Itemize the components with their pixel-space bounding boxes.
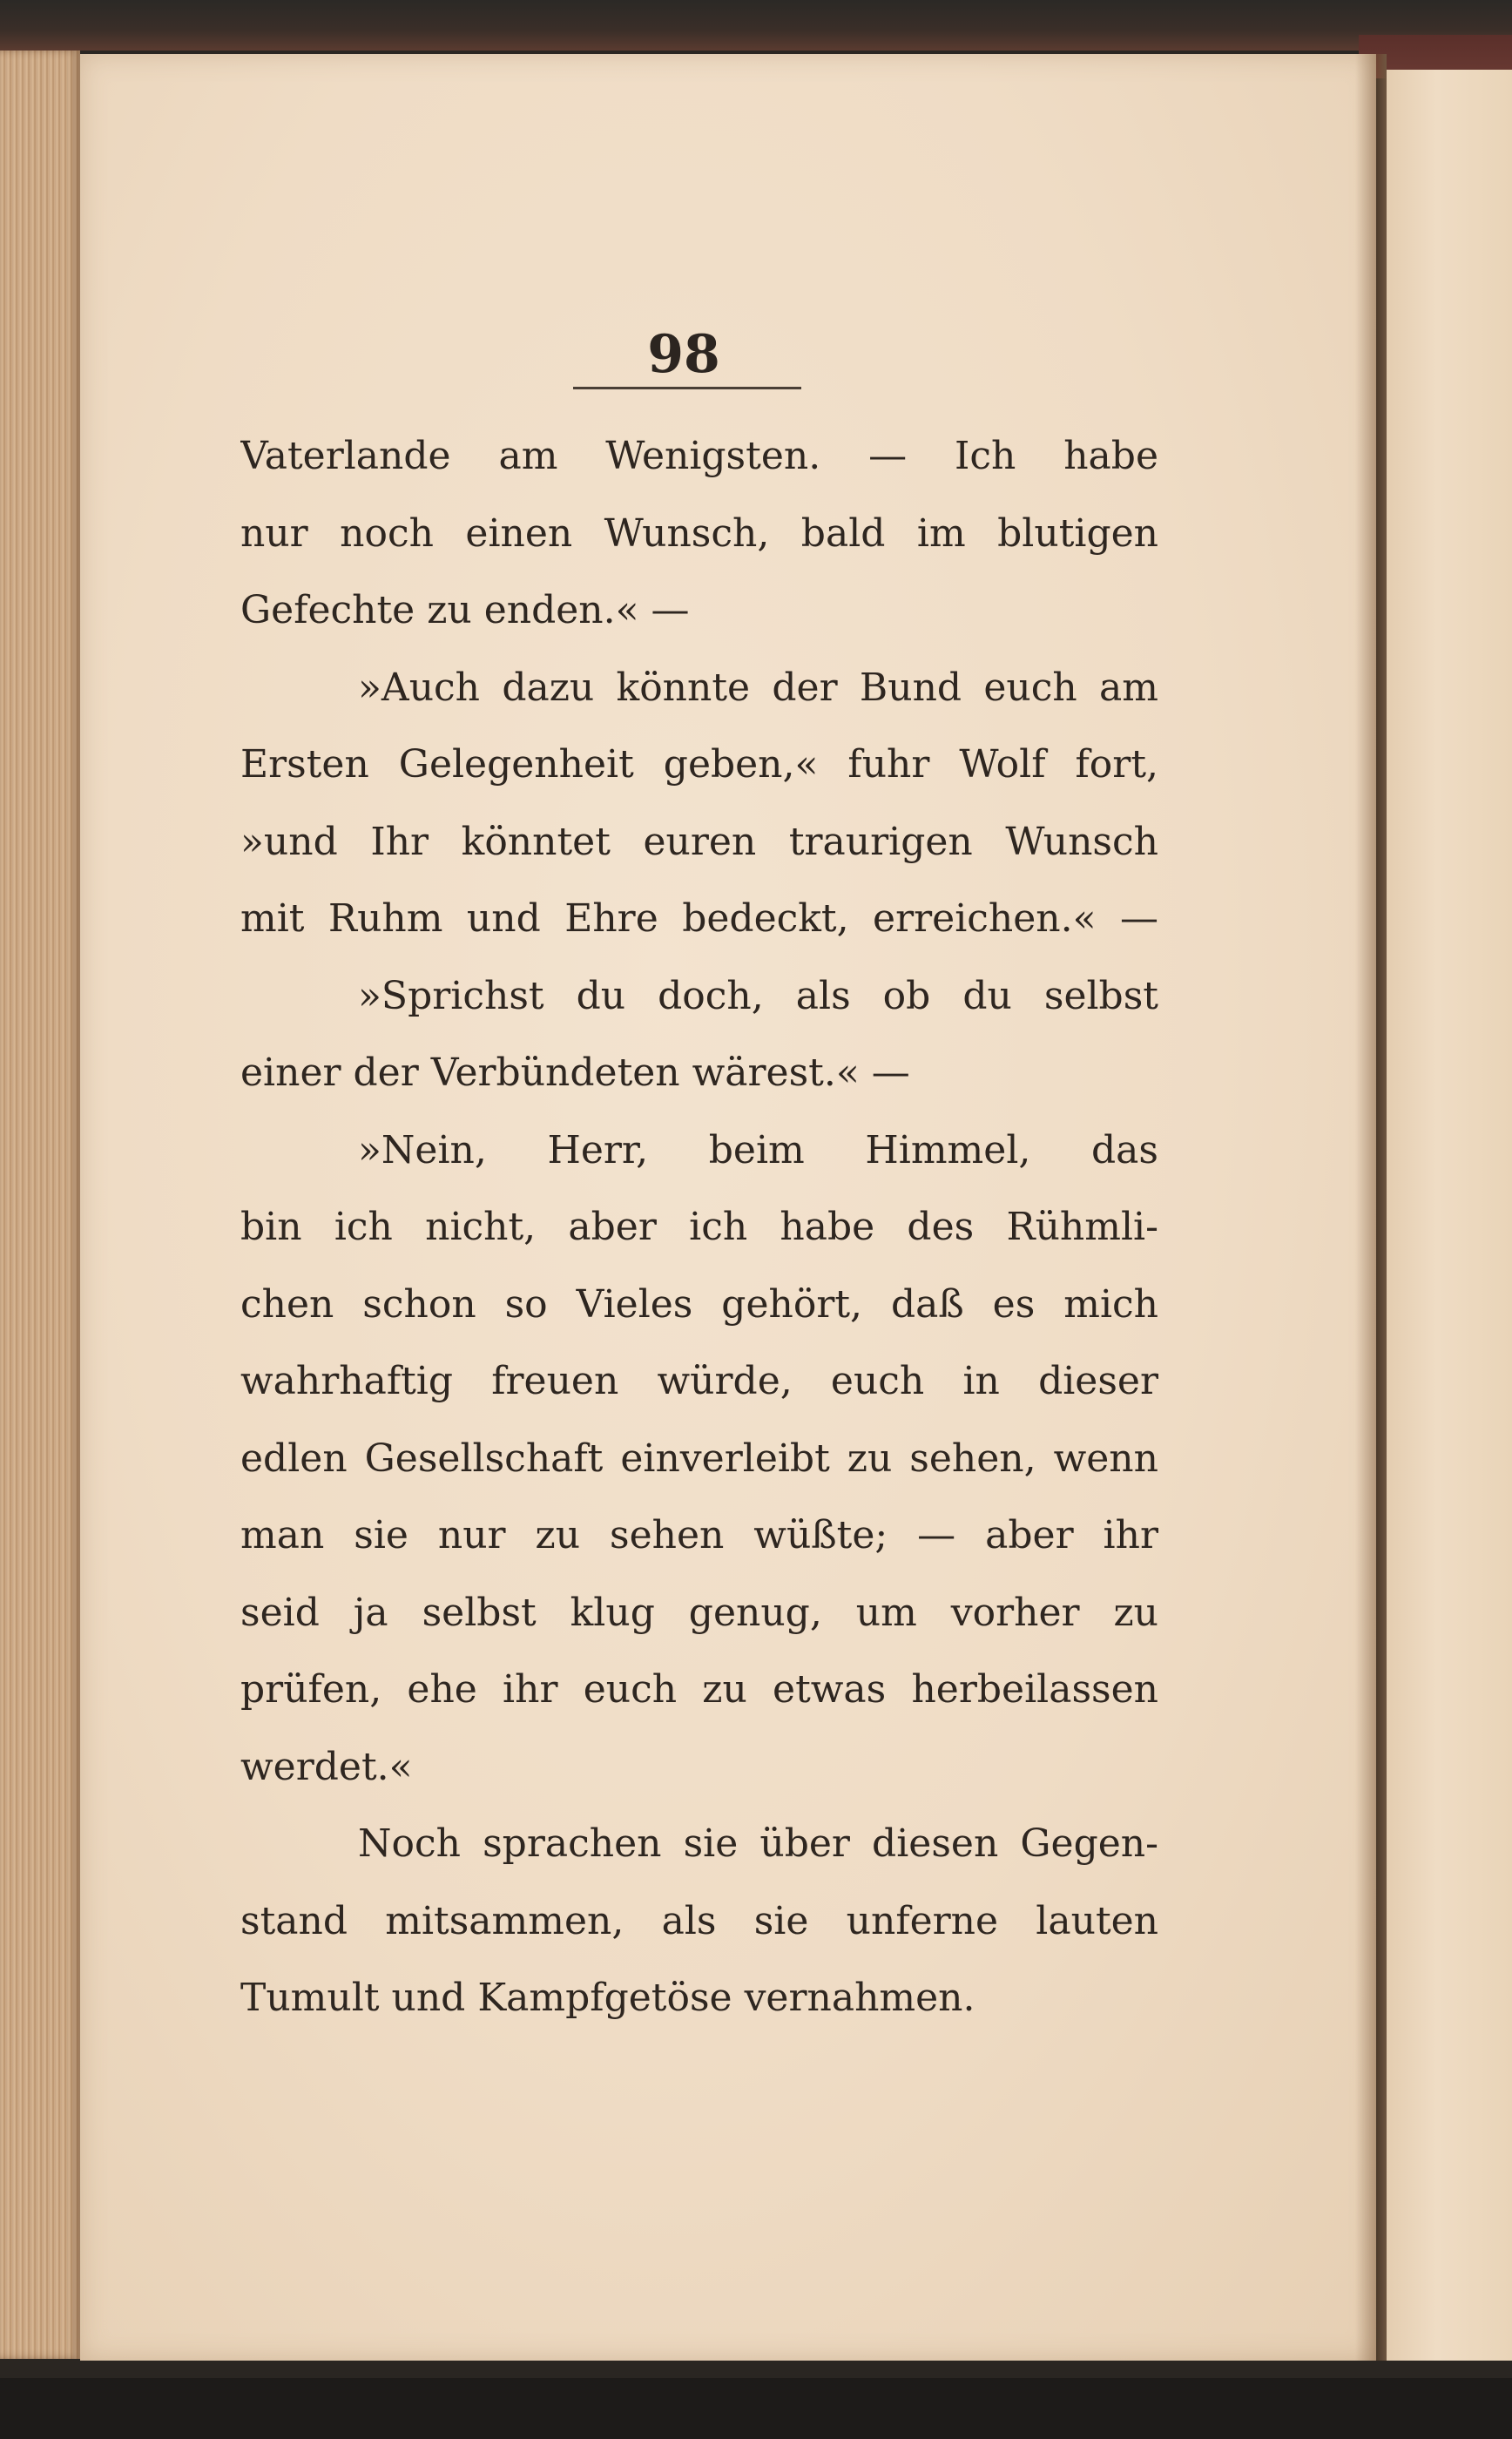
body-text [240, 418, 1158, 2037]
text-line: seid ja selbst klug genug, um vorher zu [240, 1590, 1158, 1635]
text-line: chen schon so Vieles gehört, daß es mich [240, 1281, 1158, 1327]
text-line: Vaterlande am Wenigsten. — Ich habe [240, 434, 1158, 478]
facing-page-edge [1387, 70, 1512, 2361]
text-line: »Nein, Herr, beim Himmel, das [358, 1127, 1158, 1172]
book-gutter [1355, 54, 1387, 2361]
scan-bottom-edge [0, 2378, 1512, 2439]
text-line: Gefechte zu enden.« — [240, 588, 690, 632]
page-number: 98 [647, 324, 720, 385]
text-line: stand mitsammen, als sie unferne lauten [240, 1898, 1158, 1943]
text-line: »Auch dazu könnte der Bund euch am [358, 665, 1158, 710]
text-line: prüfen, ehe ihr euch zu etwas herbeilassen [240, 1667, 1158, 1712]
text-line: Noch sprachen sie über diesen Gegen- [358, 1821, 1158, 1866]
header-rule [573, 387, 801, 389]
page-stack-edge [0, 51, 80, 2359]
text-line: »Sprichst du doch, als ob du selbst [358, 973, 1158, 1018]
text-line: nur noch einen Wunsch, bald im blutigen [240, 510, 1158, 556]
text-line: bin ich nicht, aber ich habe des Rühmli- [240, 1205, 1158, 1249]
text-line: mit Ruhm und Ehre bedeckt, erreichen.« — [240, 896, 1158, 941]
text-line: Ersten Gelegenheit geben,« fuhr Wolf fort, [240, 742, 1158, 787]
text-line: man sie nur zu sehen wüßte; — aber ihr [240, 1513, 1158, 1557]
scan-top-edge [0, 0, 1512, 51]
text-line: wahrhaftig freuen würde, euch in dieser [240, 1359, 1158, 1403]
text-line: edlen Gesellschaft einverleibt zu sehen, wenn [240, 1436, 1158, 1481]
text-line: werdet.« [240, 1744, 413, 1789]
text-line: »und Ihr könntet euren traurigen Wunsch [240, 819, 1158, 864]
text-line: Tumult und Kampfgetöse vernahmen. [240, 1976, 975, 2020]
text-line: einer der Verbündeten wärest.« — [240, 1051, 910, 1095]
